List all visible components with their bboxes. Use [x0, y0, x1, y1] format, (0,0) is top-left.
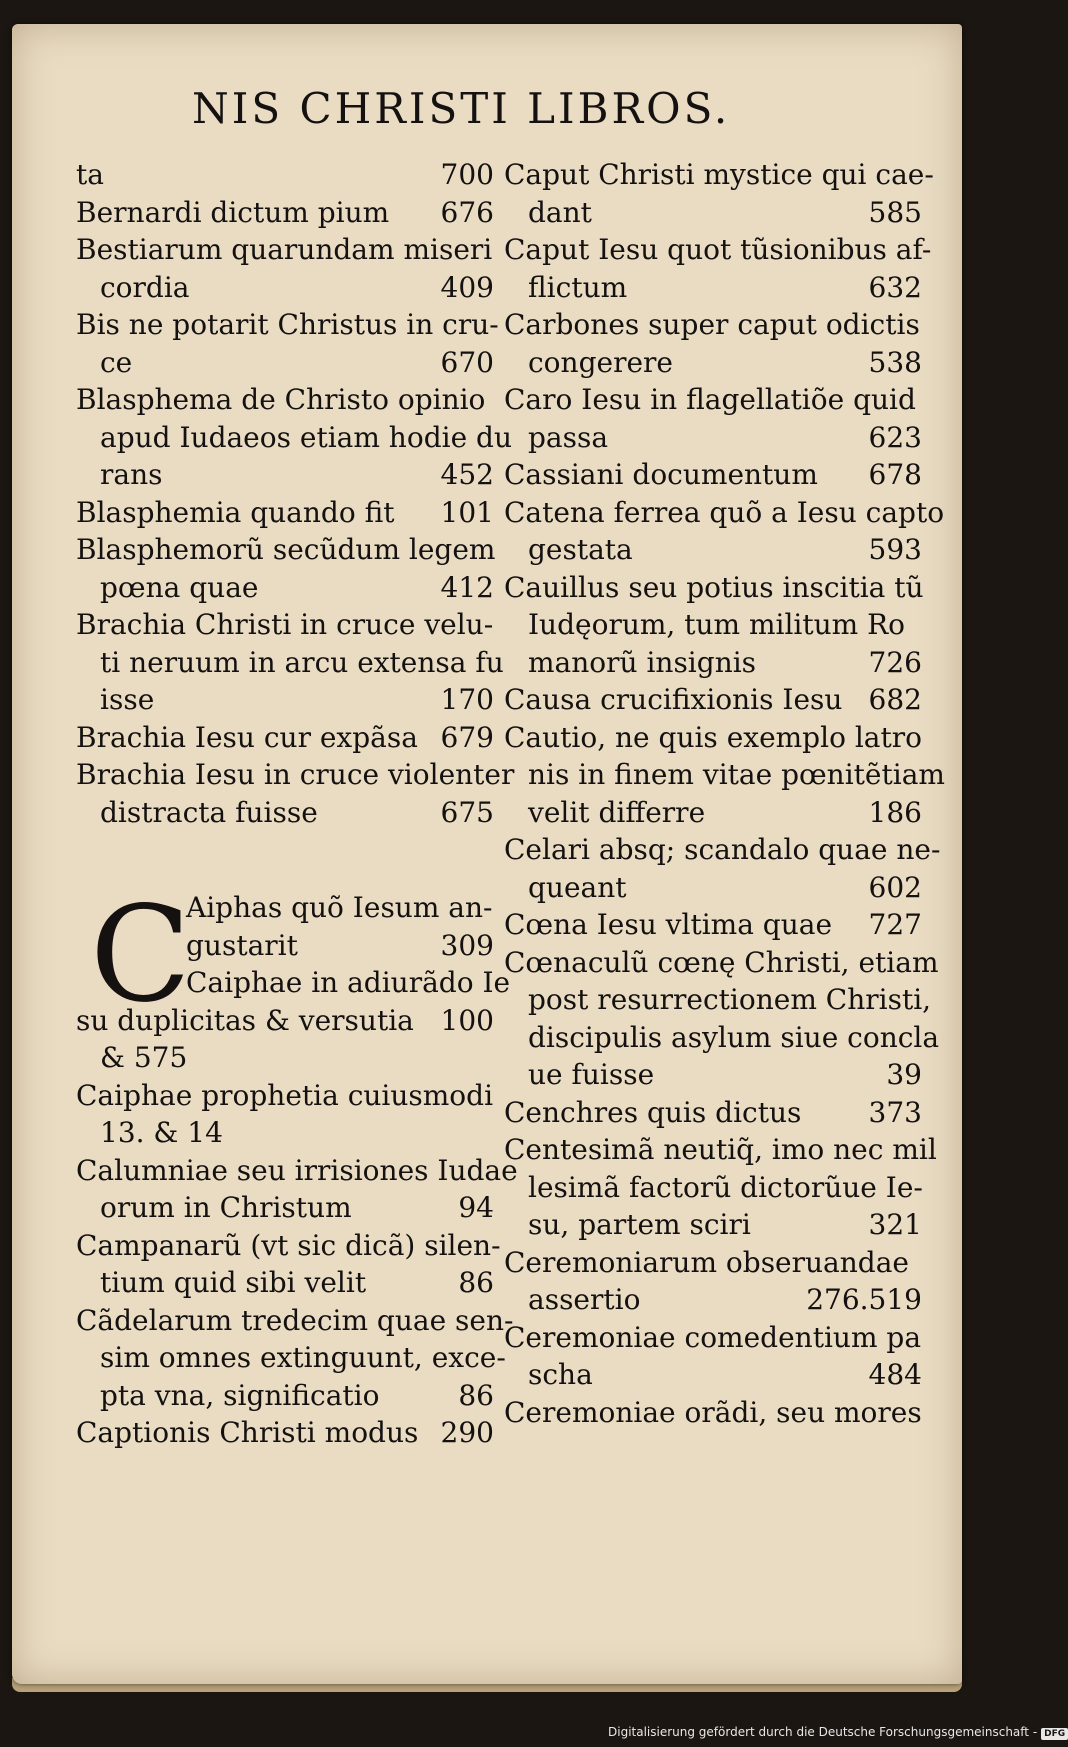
page-number: 39 [886, 1058, 922, 1091]
index-entry [504, 1131, 937, 1244]
index-entry [504, 456, 922, 494]
entry-text: ce [100, 345, 133, 379]
index-entry [504, 1244, 922, 1319]
page-number: 100 [440, 1003, 494, 1037]
index-entry [504, 306, 922, 381]
entry-text: Brachia Christi in cruce velu- [76, 608, 494, 641]
index-entry [76, 531, 494, 606]
index-line [504, 1131, 937, 1169]
left-entries-c [76, 1002, 518, 1452]
index-line [504, 1206, 922, 1244]
index-entry [504, 1394, 922, 1432]
page-number: 623 [868, 420, 922, 454]
page-number: 676 [440, 195, 494, 229]
drop-capital: C [90, 878, 191, 1032]
page-number [924, 569, 932, 607]
entry-text: velit differre [528, 795, 706, 829]
index-entry [504, 494, 945, 569]
index-line [504, 306, 922, 344]
entry-text: Bestiarum quarundam miseri [76, 233, 493, 266]
index-line [504, 456, 922, 494]
page-number: 675 [440, 795, 494, 829]
index-line [504, 756, 945, 794]
page-number [492, 231, 500, 269]
index-entry [76, 756, 515, 831]
page-number: 412 [440, 570, 494, 604]
index-line [76, 1039, 494, 1077]
page-number: 86 [458, 1378, 494, 1412]
entry-text: Cassiani documentum [504, 458, 818, 491]
index-entry [504, 719, 945, 832]
entry-text: rans [100, 458, 163, 491]
digitization-credit [608, 1725, 1068, 1740]
index-column-right [504, 156, 945, 1431]
page-number: 101 [440, 495, 494, 529]
index-entry [76, 306, 499, 381]
index-line [504, 831, 941, 869]
page-number: 409 [440, 270, 494, 304]
index-entry [76, 1152, 518, 1227]
index-line [504, 1356, 922, 1394]
index-line [504, 156, 934, 194]
entry-text: Centesimã neutiq̃, imo nec mil [504, 1133, 937, 1166]
entry-text: sim omnes extinguunt, exce- [100, 1341, 506, 1374]
index-line [504, 531, 922, 569]
page-number: 290 [440, 1416, 494, 1449]
page-number: 593 [868, 533, 922, 566]
entry-text: Catena ferrea quõ a Iesu capto [504, 495, 945, 529]
page-number [923, 1169, 931, 1207]
page-number [939, 1019, 947, 1057]
entry-text: nis in finem vitae pœnitẽtiam [528, 758, 945, 791]
index-entry [76, 1302, 514, 1415]
index-line [504, 231, 932, 269]
page-number [914, 1244, 922, 1282]
index-entry [504, 944, 940, 1094]
page-number [939, 944, 947, 982]
entry-text: scha [528, 1358, 593, 1391]
index-line [76, 1227, 501, 1265]
entry-text: Bis ne potarit Christus in cru- [76, 308, 499, 341]
page-number: 276.519 [806, 1283, 922, 1316]
entry-text: Caiphae prophetia cuiusmodi [76, 1078, 494, 1112]
index-line [504, 419, 922, 457]
index-line [504, 1169, 922, 1207]
entry-text: Ceremoniarum obseruandae [504, 1245, 909, 1279]
entry-text: pta vna, significatio [100, 1378, 380, 1412]
entry-text: manorũ insignis [528, 645, 757, 679]
entry-text: ue fuisse [528, 1058, 655, 1091]
entry-text: flictum [528, 270, 628, 304]
page-number [486, 381, 494, 419]
entry-text: su duplicitas & versutia [76, 1003, 414, 1037]
entry-text: Caput Christi mystice qui cae- [504, 158, 934, 191]
entry-text: Caiphae in adiurãdo Ie [186, 966, 511, 999]
page-number [921, 1319, 929, 1357]
index-entry [504, 1319, 922, 1394]
index-entry [504, 569, 922, 682]
entry-text: Blasphema de Christo opinio [76, 383, 486, 416]
index-entry [76, 494, 494, 532]
entry-text: ti neruum in arcu extensa fu [100, 645, 504, 679]
entry-text: Blasphemia quando fit [76, 495, 395, 529]
entry-text: Caput Iesu quot tũsionibus af- [504, 233, 932, 266]
index-line [504, 269, 922, 307]
entry-text: Brachia Iesu in cruce violenter [76, 758, 515, 791]
page-number: 700 [440, 158, 494, 191]
entry-text: apud Iudaeos etiam hodie du [100, 420, 513, 454]
page-number: 321 [868, 1208, 922, 1241]
entry-text: Iudęorum, tum militum Ro [528, 608, 906, 641]
page-number: 94 [458, 1191, 494, 1224]
page-number: 373 [868, 1095, 922, 1129]
page-number [914, 606, 922, 644]
page-number: 727 [868, 908, 922, 941]
page-number [934, 156, 942, 194]
index-entry [76, 156, 494, 194]
index-entry [76, 1414, 494, 1452]
page-number: 726 [868, 645, 922, 679]
page-number [916, 381, 924, 419]
index-line [504, 494, 945, 532]
index-line [504, 719, 922, 757]
index-line [76, 1152, 518, 1190]
entry-text: su, partem sciri [528, 1208, 751, 1241]
entry-text: pœna quae [100, 570, 259, 604]
page-number [493, 1077, 501, 1115]
page-number: 86 [458, 1266, 494, 1299]
index-line [76, 531, 494, 569]
entry-text: Bernardi dictum pium [76, 195, 390, 229]
book-page [12, 24, 962, 1684]
page-number [920, 306, 928, 344]
page-number [486, 1039, 494, 1077]
page-number [495, 531, 503, 569]
index-line [504, 906, 922, 944]
entry-text: discipulis asylum siue concla [528, 1020, 940, 1054]
index-line [76, 1077, 494, 1115]
page-number: 632 [868, 270, 922, 304]
entry-text: Causa crucifixionis Iesu [504, 683, 843, 716]
index-line [504, 381, 922, 419]
entry-text: Blasphemorũ secũdum legem [76, 533, 496, 566]
entry-text: Campanarũ (vt sic dicã) silen- [76, 1228, 501, 1262]
entry-text: Cœnaculũ cœnę Christi, etiam [504, 945, 939, 979]
index-line [504, 869, 922, 907]
index-line [76, 494, 494, 532]
page-number [486, 1114, 494, 1152]
index-entry [504, 906, 922, 944]
index-entry [76, 194, 494, 232]
entry-text: congerere [528, 345, 673, 379]
index-line [76, 1264, 494, 1302]
index-line [504, 681, 922, 719]
index-line [76, 1339, 506, 1377]
entry-text: Carbones super caput odictis [504, 308, 920, 341]
entry-text: Cãdelarum tredecim quae sen- [76, 1303, 514, 1337]
entry-text: Cenchres quis dictus [504, 1095, 802, 1129]
index-entry [504, 156, 934, 231]
index-entry [504, 231, 932, 306]
entry-text: Cauillus seu potius inscitia tũ [504, 570, 924, 604]
page-number: 679 [440, 720, 494, 754]
entry-text: Ceremoniae orãdi, seu mores [504, 1395, 922, 1429]
index-line [504, 1281, 922, 1319]
page-number [922, 1394, 930, 1432]
page-number [940, 831, 948, 869]
entry-text: orum in Christum [100, 1191, 352, 1224]
index-entry [504, 381, 922, 456]
index-line [504, 1244, 922, 1282]
entry-text: Aiphas quõ Iesum an- [186, 891, 493, 924]
page-number [493, 606, 501, 644]
page-number [945, 756, 953, 794]
page-number [931, 981, 939, 1019]
entry-text: lesimã factorũ dictorũue Ie- [528, 1170, 923, 1204]
page-number [922, 719, 930, 757]
index-entry [504, 681, 922, 719]
page-number: 452 [440, 458, 494, 491]
index-line [76, 194, 494, 232]
page-number: 682 [868, 683, 922, 716]
entry-text: assertio [528, 1283, 641, 1316]
page-number [944, 494, 952, 532]
index-line [76, 1114, 494, 1152]
index-entry [76, 606, 504, 719]
index-entry [76, 719, 494, 757]
index-line [76, 269, 494, 307]
entry-text: Calumniae seu irrisiones Iudae [76, 1153, 518, 1187]
entry-text: ta [76, 158, 104, 191]
entry-text: post resurrectionem Christi, [528, 983, 932, 1016]
index-line [504, 1094, 922, 1132]
entry-text: Caro Iesu in flagellatiõe quid [504, 383, 916, 416]
index-line [76, 231, 494, 269]
entry-text: 13. & 14 [100, 1116, 223, 1149]
index-line [504, 194, 922, 232]
index-entry [504, 831, 941, 906]
running-header: NIS CHRISTI LIBROS. [192, 84, 731, 133]
index-entry [504, 1094, 922, 1132]
entry-text: & 575 [100, 1041, 188, 1074]
index-entry [76, 381, 513, 494]
index-line [76, 606, 494, 644]
page-number: 678 [868, 458, 922, 491]
entry-text: passa [528, 420, 609, 454]
entry-text: gestata [528, 533, 633, 566]
index-entry [76, 1077, 494, 1152]
index-line [76, 719, 494, 757]
index-line [76, 794, 494, 832]
index-line [504, 944, 939, 982]
index-entry [76, 1227, 501, 1302]
index-line [76, 1189, 494, 1227]
index-line [504, 606, 922, 644]
page-number: 309 [440, 928, 494, 962]
index-line [504, 1319, 922, 1357]
index-line [76, 681, 494, 719]
entry-text: isse [100, 683, 155, 716]
index-line [504, 1056, 922, 1094]
entry-text: Cautio, ne quis exemplo latro [504, 720, 922, 754]
page-number: 585 [868, 195, 922, 229]
index-line [76, 1414, 494, 1452]
page-number: 186 [868, 795, 922, 829]
page-number: 602 [868, 870, 922, 904]
left-entries-b [76, 156, 515, 831]
entry-text: tium quid sibi velit [100, 1266, 367, 1299]
index-line [76, 344, 494, 382]
dfg-logo: DFG [1041, 1728, 1068, 1740]
index-line [76, 756, 515, 794]
entry-text: dant [528, 195, 592, 229]
index-entry [76, 231, 494, 306]
index-line [76, 1377, 494, 1415]
index-line [76, 156, 494, 194]
index-line [504, 569, 922, 607]
entry-text: Cœna Iesu vltima quae [504, 908, 833, 941]
index-line [76, 456, 494, 494]
index-line [76, 1302, 514, 1340]
page-number: 670 [440, 345, 494, 379]
entry-text: cordia [100, 270, 190, 304]
index-column-left [76, 156, 518, 1452]
entry-text: Celari absq; scandalo quae ne- [504, 833, 941, 866]
entry-text: gustarit [186, 928, 298, 962]
entry-text: Captionis Christi modus [76, 1416, 419, 1449]
entry-text: queant [528, 870, 627, 904]
index-line [504, 794, 922, 832]
credit-text: Digitalisierung gefördert durch die Deutsche Forschungsgemeinschaft - [608, 1725, 1038, 1739]
index-line [76, 569, 494, 607]
index-line [504, 644, 922, 682]
page-number: 538 [868, 345, 922, 379]
page-number: 170 [440, 683, 494, 716]
page-number [931, 231, 939, 269]
page-number [937, 1131, 945, 1169]
index-line [76, 644, 504, 682]
entry-text: Ceremoniae comedentium pa [504, 1320, 922, 1354]
page-number [492, 889, 500, 927]
index-line [504, 344, 922, 382]
index-line [504, 1019, 940, 1057]
index-line [76, 381, 494, 419]
page-number: 484 [868, 1358, 922, 1391]
index-line [76, 306, 499, 344]
index-line [504, 981, 932, 1019]
entry-text: Brachia Iesu cur expãsa [76, 720, 418, 754]
entry-text: distracta fuisse [100, 795, 318, 829]
index-line [76, 419, 513, 457]
index-line [504, 1394, 922, 1432]
